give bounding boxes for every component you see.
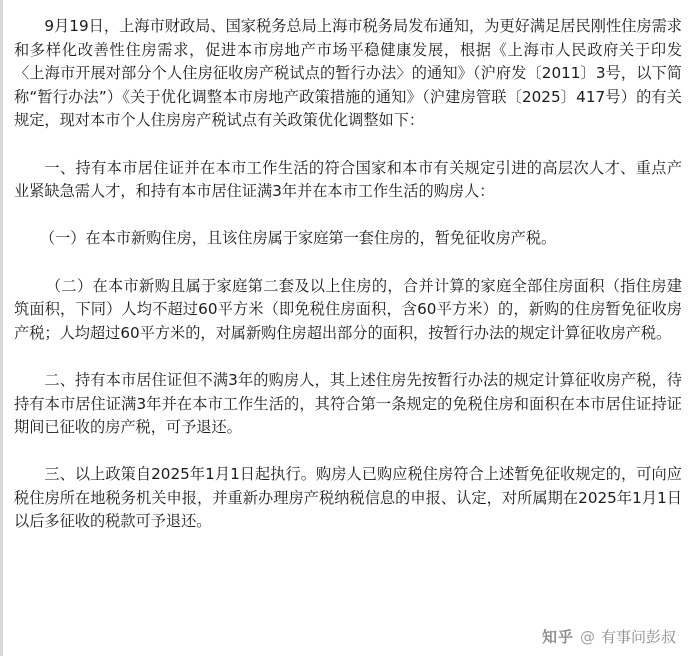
clause-three: 三、以上政策自2025年1月1日起执行。购房人已购应税住房符合上述暂免征收规定的，可向应税住房所在地税务机关申报，并重新办理房产税纳税信息的申报、认定，对所属期在2025年1月1日以后多征收的税款可予退还。 [14,465,682,531]
intro-paragraph: 9月19日，上海市财政局、国家税务总局上海市税务局发布通知，为更好满足居民刚性住房需求和多样化改善性住房需求，促进本市房地产市场平稳健康发展，根据《上海市人民政府关于印发〈上海市开展对部分个人住房征收房产税试点的暂行办法〉的通知》（沪府发〔2011〕3号，以下简称“暂行办法”）《关于优化调整本市房地产政策措施的通知》（沪建房管联〔2025〕417号）的有关规定，现对本市个人住房房产税试点有关政策优化调整如下： [14,17,682,130]
at-sign: @ [579,627,595,646]
zhihu-logo: 知乎 [541,628,574,646]
left-border-rule [0,0,3,656]
clause-two: 二、持有本市居住证但不满3年的购房人，其上述住房先按暂行办法的规定计算征收房产税，待持有本市居住证满3年并在本市工作生活的，其符合第一条规定的免税住房和面积在本市居住证持证期间已征收的房产税，可予退还。 [14,370,682,437]
zhihu-watermark [542,626,676,647]
clause-one-sub-two: （二）在本市新购且属于家庭第二套及以上住房的，合并计算的家庭全部住房面积（指住房建筑面积，下同）人均不超过60平方米（即免税住房面积，含60平方米）的，新购的住房暂免征收房产税；人均超过60平方米的，对属新购住房超出部分的面积，按暂行办法的规定计算征收房产税。 [14,276,682,342]
notice-document [14,15,682,534]
clause-one: 一、持有本市居住证并在本市工作生活的符合国家和本市有关规定引进的高层次人才、重点产业紧缺急需人才，和持有本市居住证满3年并在本市工作生活的购房人： [14,158,682,201]
watermark-author: 有事问彭叔 [600,628,676,646]
clause-one-sub-one: （一）在本市新购住房，且该住房属于家庭第一套住房的，暂免征收房产税。 [39,229,557,248]
